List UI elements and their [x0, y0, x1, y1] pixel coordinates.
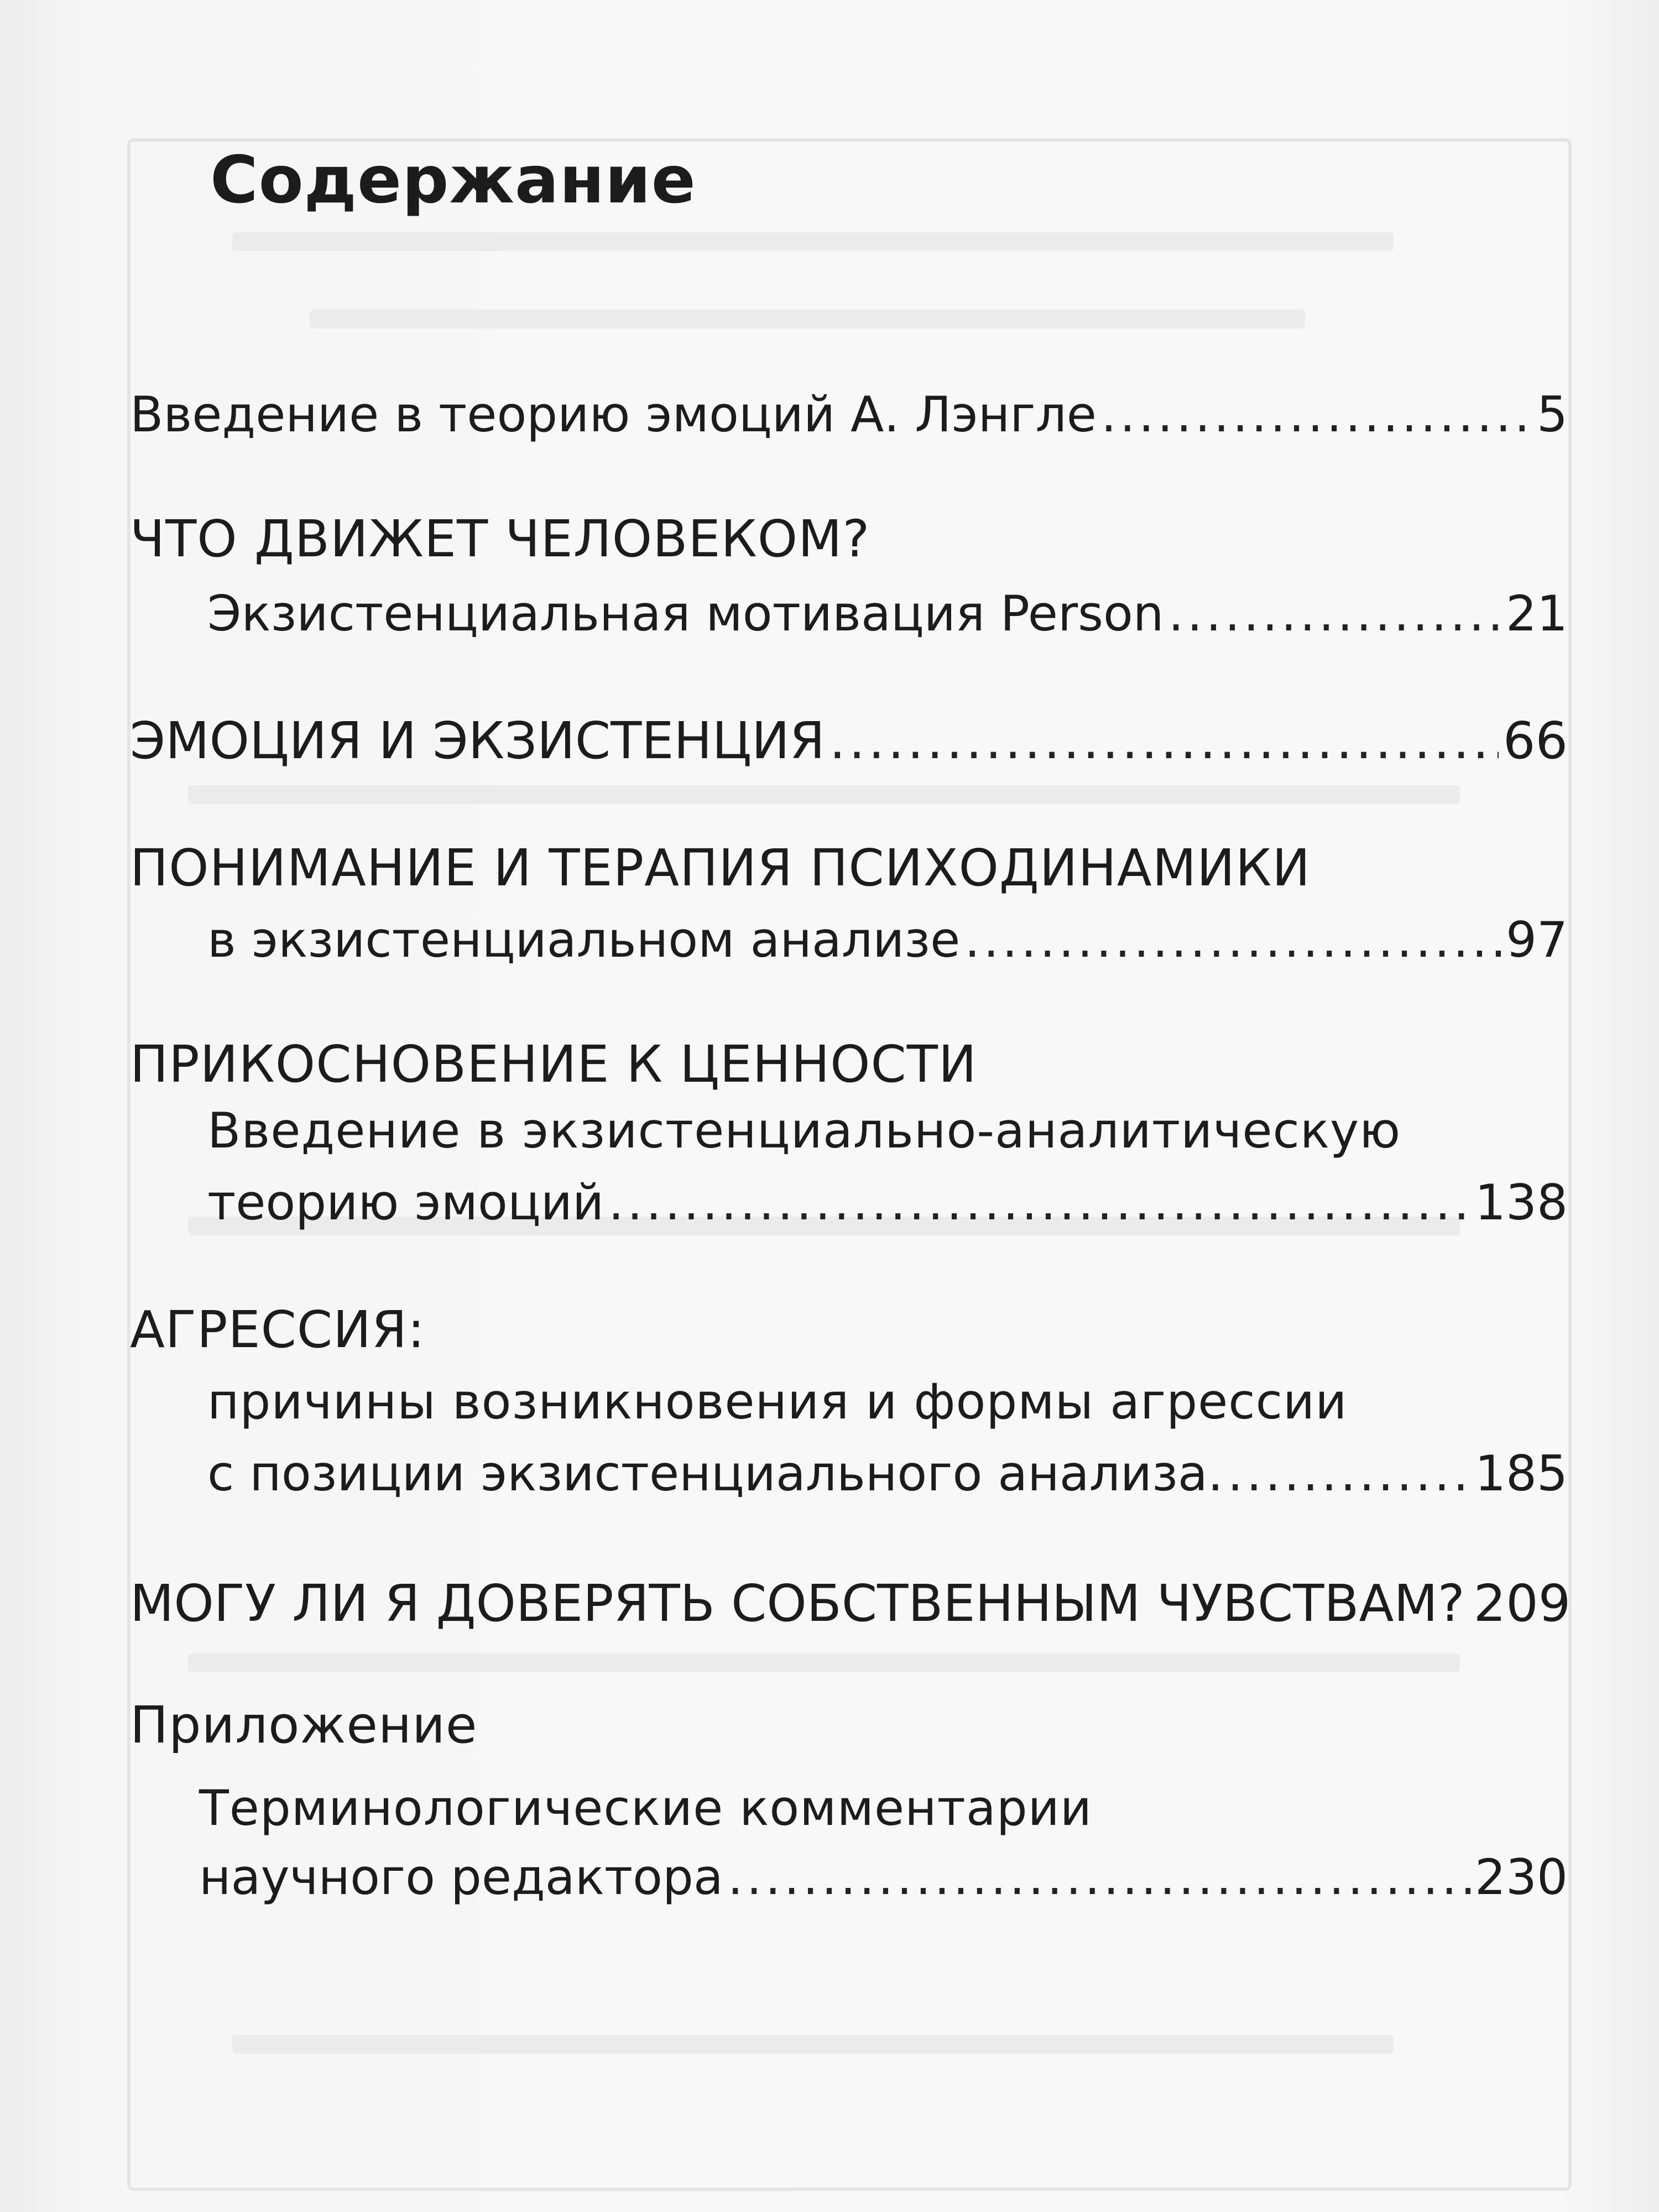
toc-leader-dots — [608, 1170, 1470, 1236]
toc-page-number: 21 — [1506, 585, 1568, 642]
toc-page-number: 5 — [1537, 386, 1568, 443]
toc-section-heading: ПОНИМАНИЕ И ТЕРАПИЯ ПСИХОДИНАМИКИ — [130, 838, 1311, 898]
toc-page-number: 209 — [1473, 1574, 1571, 1633]
toc-leader-dots — [728, 1844, 1470, 1911]
toc-entry-subtitle: Введение в экзистенциально-аналитическую — [207, 1102, 1401, 1159]
toc-entry-value — [207, 1170, 1568, 1236]
toc-section-heading: АГРЕССИЯ: — [130, 1300, 425, 1359]
toc-entry-text: Введение в теорию эмоций А. Лэнгле — [130, 386, 1097, 443]
toc-leader-dots — [1101, 382, 1532, 448]
toc-entry-text: ЭМОЦИЯ И ЭКЗИСТЕНЦИЯ — [130, 711, 825, 770]
toc-entry-subtitle: причины возникновения и формы агрессии — [207, 1373, 1348, 1430]
toc-entry-text: с позиции экзистенциального анализа. — [207, 1445, 1223, 1502]
toc-entry-text: в экзистенциальном анализе — [207, 911, 961, 968]
toc-entry-aggression — [207, 1441, 1568, 1507]
toc-entry-text: МОГУ ЛИ Я ДОВЕРЯТЬ СОБСТВЕННЫМ ЧУВСТВАМ? — [130, 1574, 1465, 1633]
toc-page-number: 66 — [1503, 711, 1568, 770]
toc-leader-dots — [964, 907, 1501, 973]
toc-entry-emotion-existence — [130, 708, 1568, 774]
toc-entry-trust-feelings — [130, 1571, 1571, 1637]
toc-leader-dots — [1228, 1441, 1470, 1507]
toc-entry-subtitle: Терминологические комментарии — [199, 1780, 1093, 1837]
toc-entry-introduction — [130, 382, 1568, 448]
toc-page-number: 185 — [1475, 1445, 1568, 1502]
toc-section-heading: ЧТО ДВИЖЕТ ЧЕЛОВЕКОМ? — [130, 509, 870, 568]
toc-entry-appendix — [199, 1844, 1568, 1911]
toc-entry-motivation — [207, 581, 1568, 647]
toc-section-heading: ПРИКОСНОВЕНИЕ К ЦЕННОСТИ — [130, 1035, 977, 1094]
toc-page-number: 138 — [1475, 1174, 1568, 1231]
toc-page-number: 97 — [1506, 911, 1568, 968]
toc-section-heading: Приложение — [130, 1695, 478, 1755]
toc-page-number: 230 — [1475, 1849, 1568, 1906]
toc-leader-dots — [830, 708, 1499, 774]
toc-entry-text: научного редактора — [199, 1849, 723, 1906]
toc-leader-dots — [1168, 581, 1501, 647]
toc-entry-text: теорию эмоций — [207, 1174, 604, 1231]
page-title: Содержание — [210, 142, 696, 218]
toc-entry-psychodynamics — [207, 907, 1568, 973]
toc-entry-text: Экзистенциальная мотивация Person — [207, 585, 1164, 642]
